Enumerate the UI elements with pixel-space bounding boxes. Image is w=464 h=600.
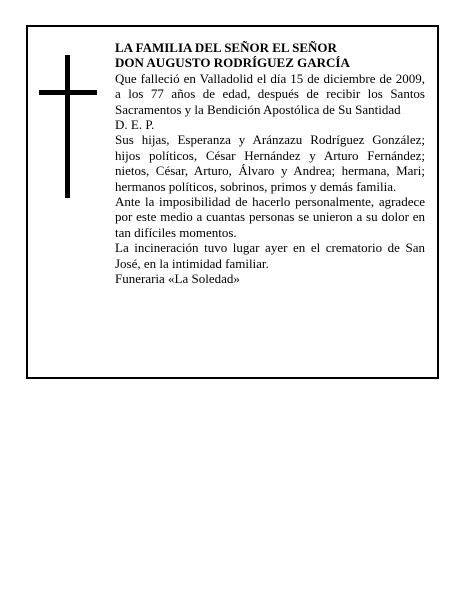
obituary-notice [26, 25, 439, 379]
thanks-paragraph: Ante la imposibilidad de hacerlo personalmente, agradece por este medio a cuantas personas se unieron a su dolor en tan difíciles momentos. [115, 194, 425, 240]
cross-horizontal-bar [39, 90, 97, 95]
notice-title-line-1: LA FAMILIA DEL SEÑOR EL SEÑOR [115, 40, 337, 55]
family-paragraph: Sus hijas, Esperanza y Aránzazu Rodríguez González; hijos políticos, César Hernández y Arturo Fernández; nietos, César, Arturo, Álvaro y Andrea; hermana, Mari; hermanos políticos, sobrinos, primos y demás familia. [115, 132, 425, 194]
rip-text: D. E. P. [115, 117, 155, 133]
notice-text [115, 40, 425, 287]
funeral-home-name: Funeraria «La Soledad» [115, 271, 240, 287]
notice-title-line-2: DON AUGUSTO RODRÍGUEZ GARCÍA [115, 55, 350, 71]
cremation-paragraph: La incineración tuvo lugar ayer en el crematorio de San José, en la intimidad familiar. [115, 240, 425, 271]
death-paragraph: Que falleció en Valladolid el día 15 de diciembre de 2009, a los 77 años de edad, después de recibir los Santos Sacramentos y la Bendición Apostólica de Su Santidad [115, 70, 425, 117]
cross-icon [39, 55, 97, 198]
cross-vertical-bar [65, 55, 70, 198]
